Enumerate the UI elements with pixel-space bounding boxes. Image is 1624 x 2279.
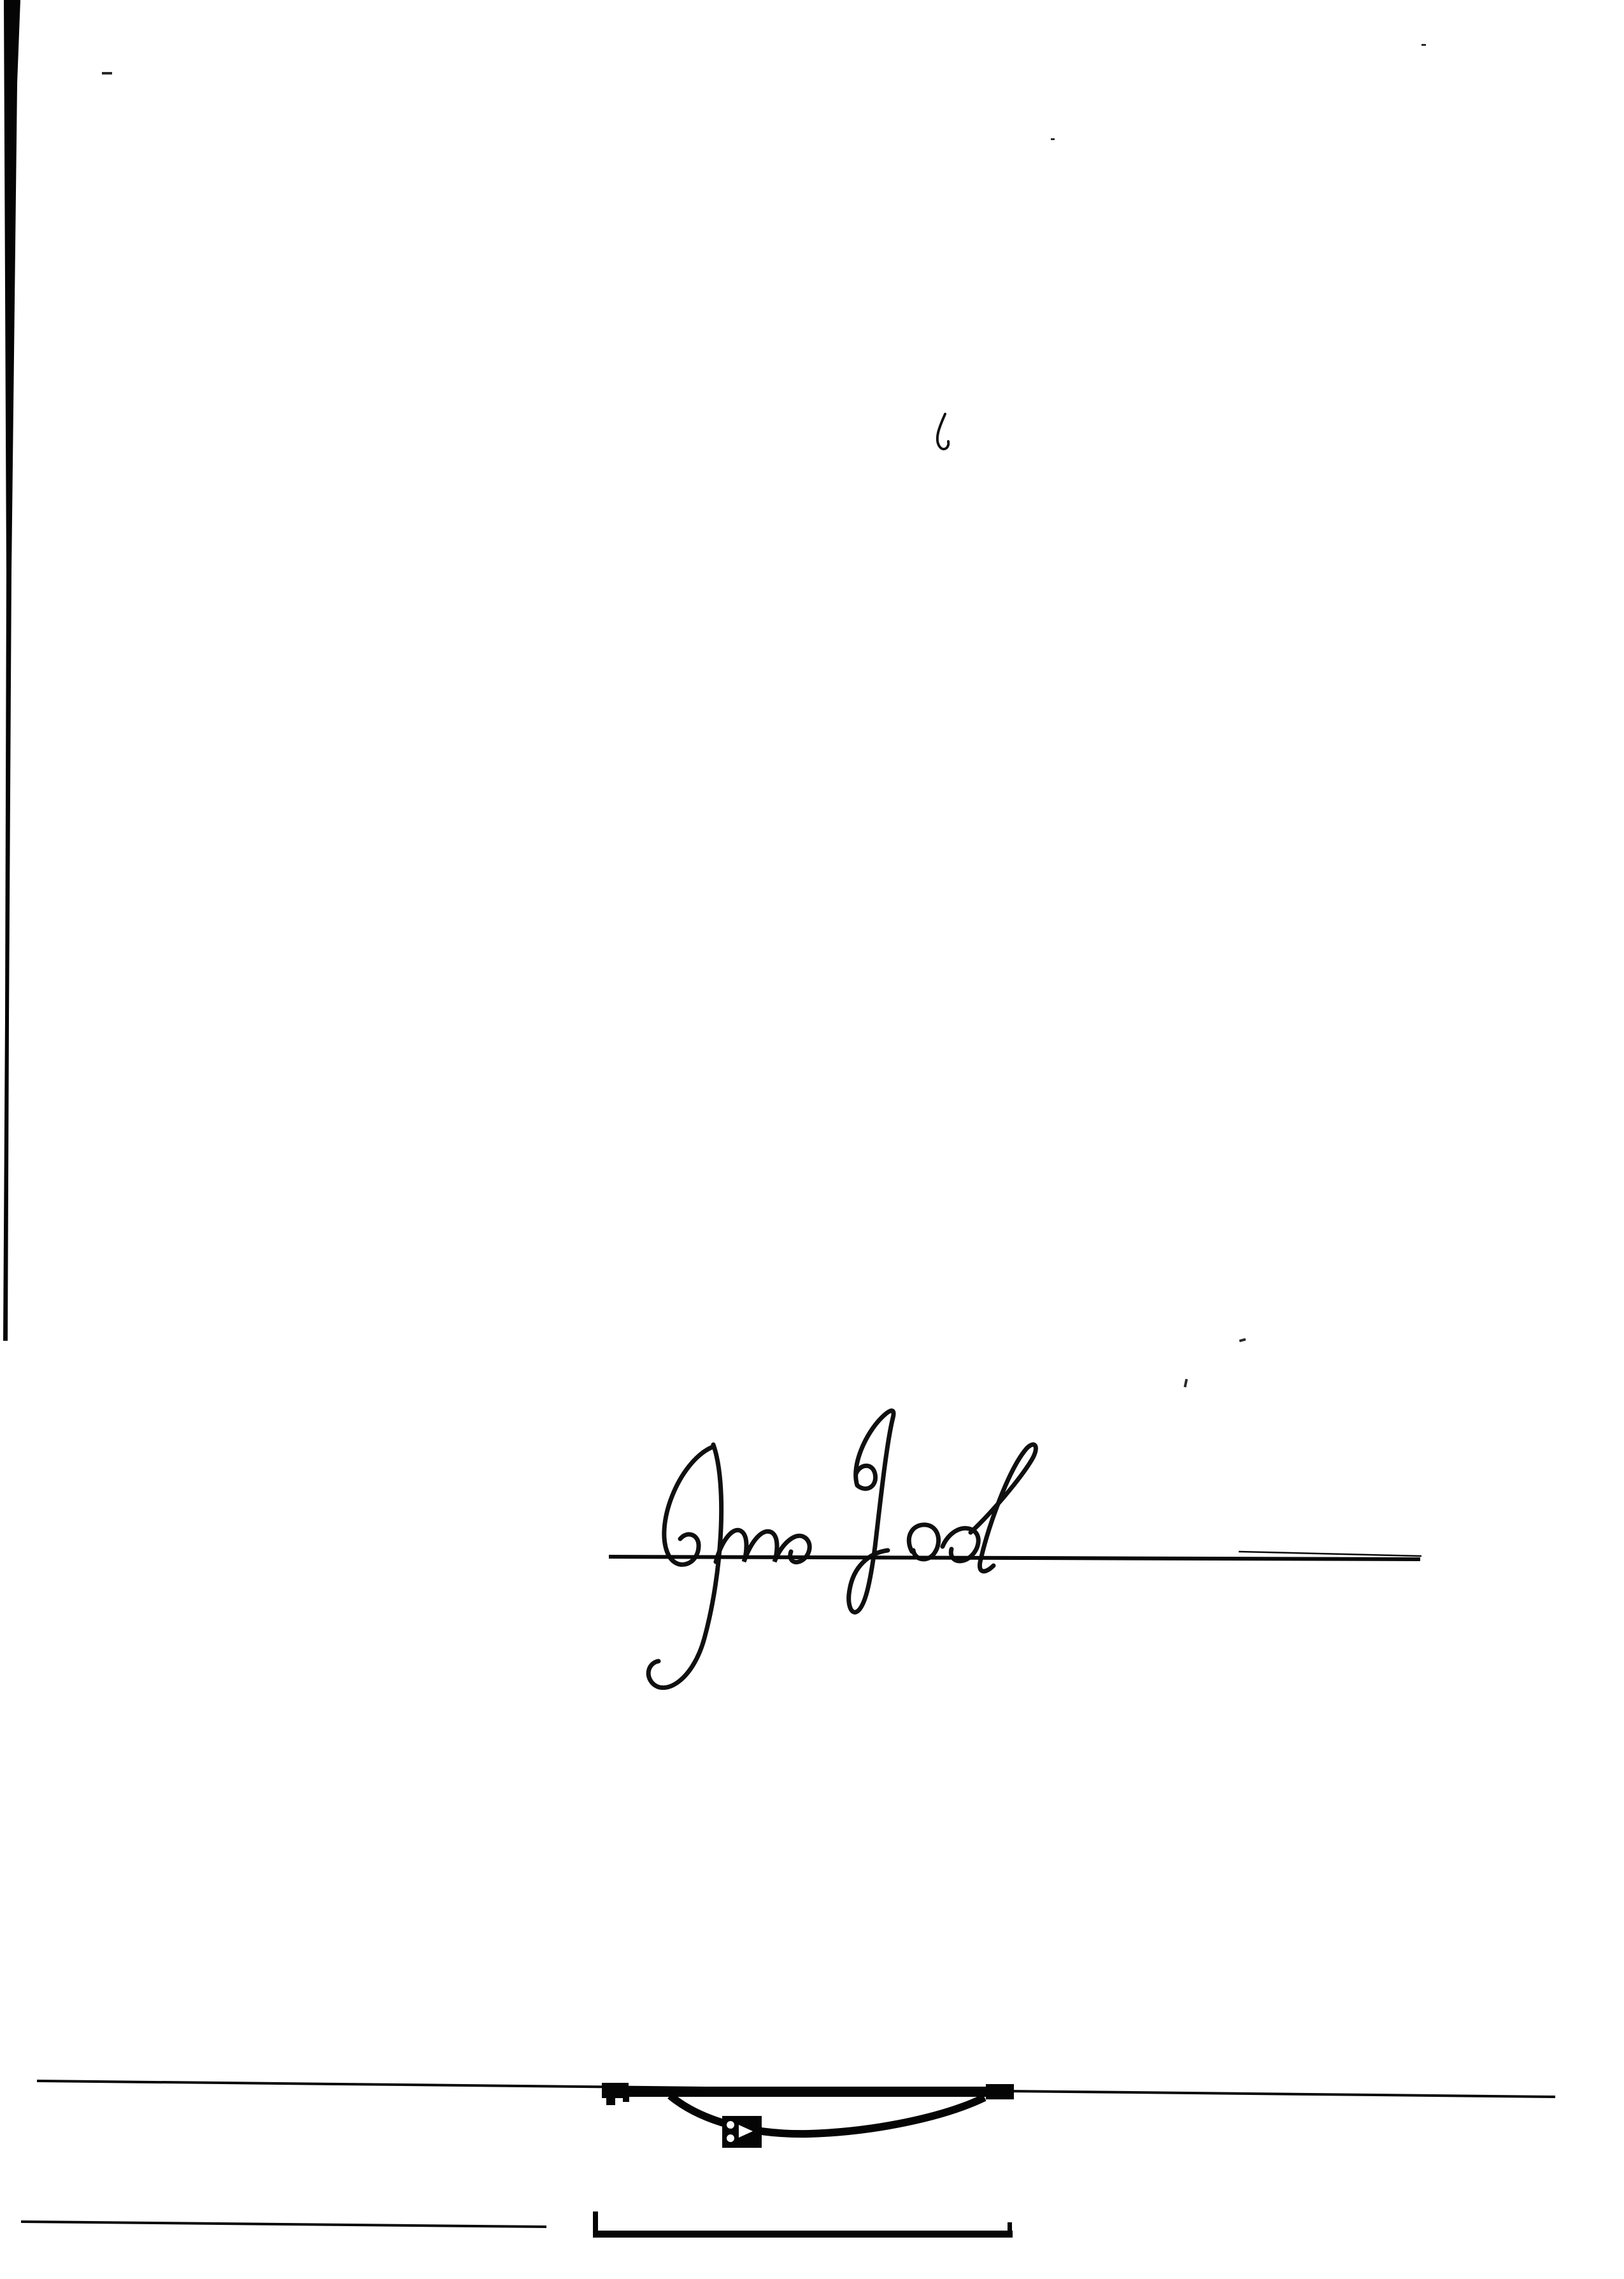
signature-scrawl (648, 1411, 1036, 1688)
signature-line (609, 1552, 1421, 1559)
bottom-scan-artifact-lower (21, 2211, 1013, 2238)
left-edge-scan-artifact (3, 0, 20, 1341)
pen-mark-under-disappear (937, 414, 948, 449)
scan-speck-marks (102, 44, 1426, 1387)
dated-line (220, 1530, 234, 1571)
bottom-scan-artifact-upper (37, 2081, 1555, 2148)
